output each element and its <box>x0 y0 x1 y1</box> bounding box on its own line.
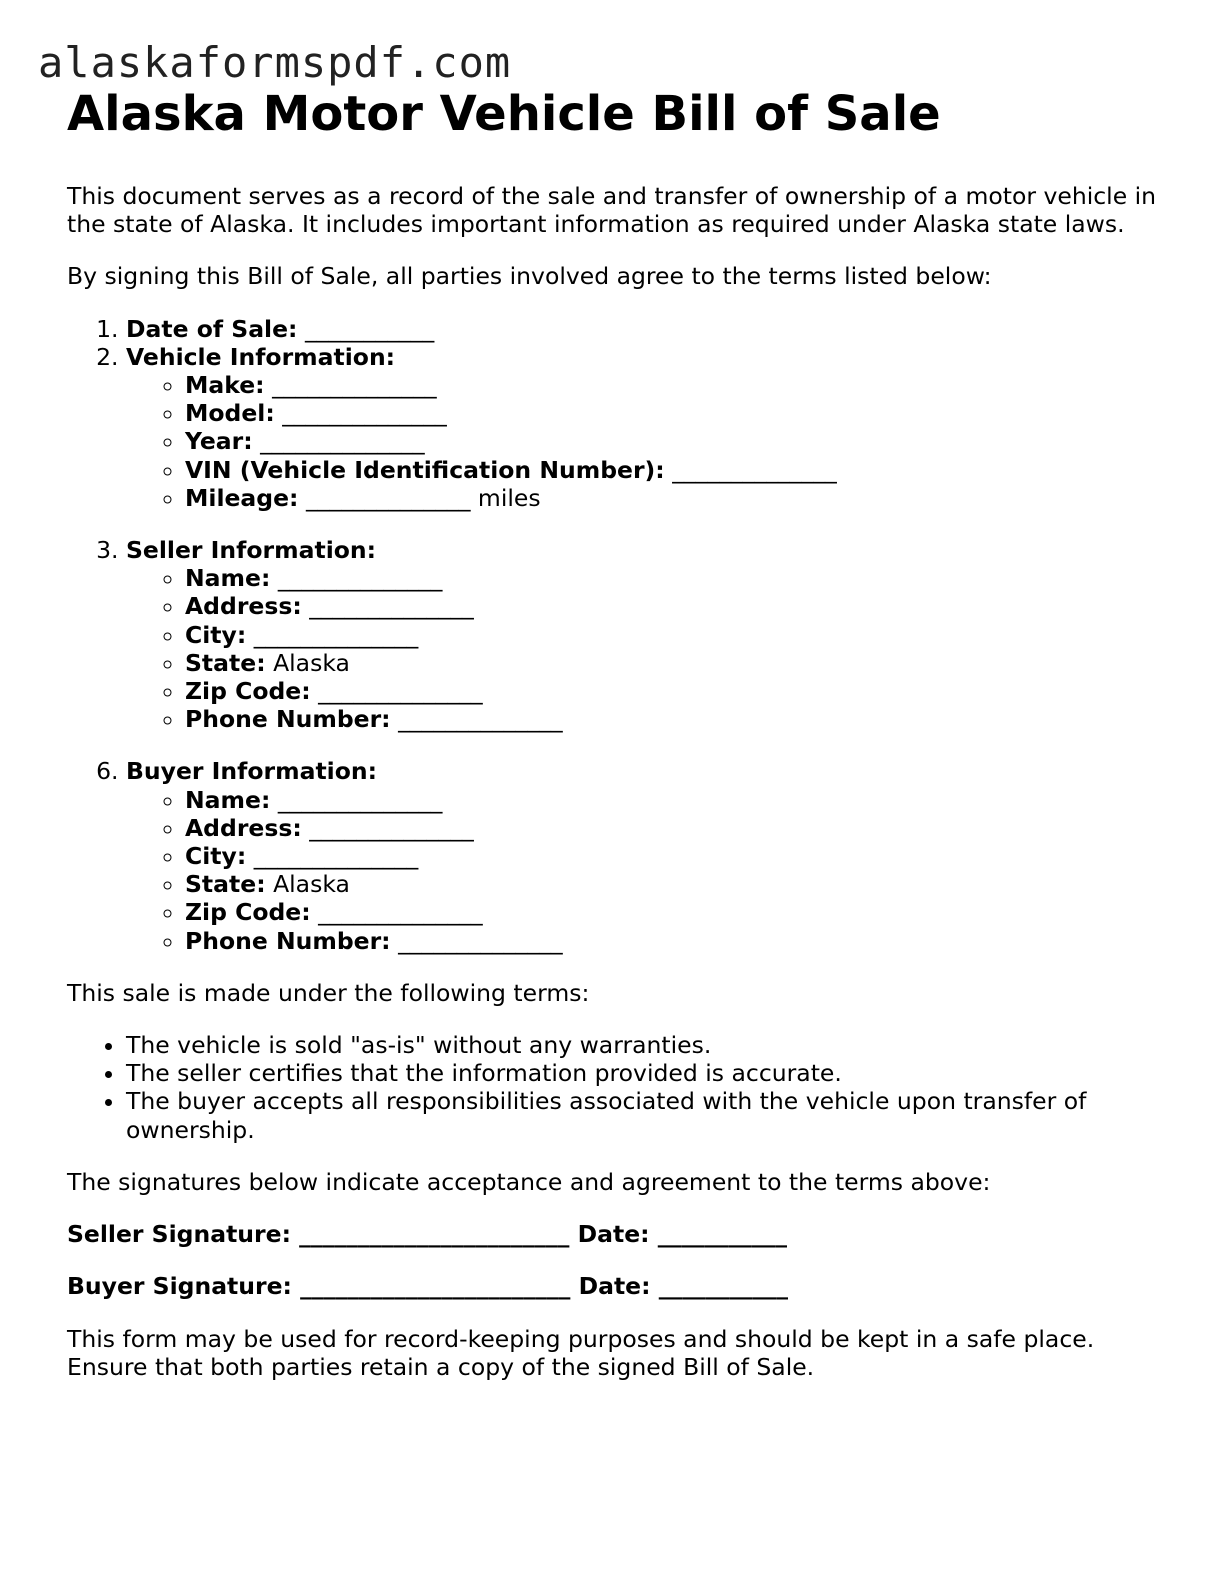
make-label: Make: <box>185 371 265 400</box>
agree-paragraph: By signing this Bill of Sale, all parties involved agree to the terms listed below: <box>67 262 992 291</box>
signatures-intro: The signatures below indicate acceptance and agreement to the terms above: <box>67 1167 991 1196</box>
list-item <box>185 842 1167 870</box>
model-blank[interactable]: ______________ <box>282 399 447 428</box>
sale-terms-list <box>67 1031 1167 1144</box>
date-of-sale-item <box>126 315 1167 343</box>
buyer-info-label: Buyer Information: <box>126 757 378 786</box>
seller-date-blank[interactable]: ___________ <box>657 1220 787 1249</box>
mileage-blank[interactable]: ______________ <box>305 483 471 512</box>
list-item <box>185 371 1167 399</box>
seller-phone-blank[interactable]: ______________ <box>398 705 563 734</box>
mileage-label: Mileage: <box>185 483 299 512</box>
vehicle-info-label: Vehicle Information: <box>126 342 396 371</box>
list-item <box>185 927 1167 955</box>
seller-city-label: City: <box>185 620 247 649</box>
seller-zip-label: Zip Code: <box>185 677 311 706</box>
buyer-phone-blank[interactable]: ______________ <box>398 926 563 955</box>
buyer-zip-blank[interactable]: ______________ <box>318 898 483 927</box>
buyer-address-blank[interactable]: ______________ <box>309 813 474 842</box>
model-label: Model: <box>185 399 275 428</box>
list-item <box>185 705 1167 733</box>
list-item <box>185 649 1167 677</box>
list-item <box>185 898 1167 926</box>
seller-zip-blank[interactable]: ______________ <box>318 677 483 706</box>
buyer-signature-label: Buyer Signature: <box>67 1272 292 1301</box>
list-item <box>185 786 1167 814</box>
buyer-name-label: Name: <box>185 785 271 814</box>
buyer-date-blank[interactable]: ___________ <box>658 1272 788 1301</box>
seller-signature-label: Seller Signature: <box>67 1220 291 1249</box>
seller-info-label: Seller Information: <box>126 536 377 565</box>
seller-address-label: Address: <box>185 592 302 621</box>
seller-state-value: Alaska <box>273 648 350 677</box>
list-item <box>185 677 1167 705</box>
list-item <box>185 870 1167 898</box>
vin-blank[interactable]: ______________ <box>672 455 837 484</box>
seller-city-blank[interactable]: ______________ <box>253 620 419 649</box>
year-label: Year: <box>185 427 253 456</box>
seller-state-label: State: <box>185 648 266 677</box>
terms-intro: This sale is made under the following terms: <box>67 978 590 1007</box>
list-item: • The vehicle is sold "as-is" without any warranties. <box>126 1031 1167 1059</box>
list-item <box>185 564 1167 592</box>
buyer-city-label: City: <box>185 842 247 871</box>
buyer-name-blank[interactable]: ______________ <box>277 785 443 814</box>
intro-paragraph: This document serves as a record of the sale and transfer of ownership of a motor vehicle in the state of Alaska. It includes important information as required under Alaska state laws. <box>67 182 1157 239</box>
list-item <box>185 399 1167 427</box>
vehicle-info-item <box>126 343 1167 512</box>
seller-name-label: Name: <box>185 564 271 593</box>
mileage-unit: miles <box>477 483 541 512</box>
seller-signature-blank[interactable]: _______________________ <box>299 1220 570 1249</box>
vin-label: VIN (Vehicle Identification Number): <box>185 455 665 484</box>
seller-name-blank[interactable]: ______________ <box>277 564 443 593</box>
buyer-info-item <box>126 757 1167 954</box>
buyer-state-label: State: <box>185 870 266 899</box>
page-title: Alaska Motor Vehicle Bill of Sale <box>67 86 941 142</box>
seller-info-item <box>126 536 1167 733</box>
buyer-city-blank[interactable]: ______________ <box>253 842 419 871</box>
list-item: • The seller certifies that the information provided is accurate. <box>126 1059 1167 1087</box>
date-of-sale-blank[interactable]: ___________ <box>304 314 435 343</box>
document-body <box>67 84 1167 1405</box>
seller-date-label: Date: <box>577 1220 650 1249</box>
list-item <box>185 814 1167 842</box>
buyer-info-list <box>126 786 1167 955</box>
list-item <box>185 484 1167 512</box>
buyer-signature-line <box>67 1272 1167 1300</box>
seller-info-list <box>126 564 1167 733</box>
seller-address-blank[interactable]: ______________ <box>309 592 474 621</box>
buyer-date-label: Date: <box>578 1272 651 1301</box>
list-item <box>185 427 1167 455</box>
seller-phone-label: Phone Number: <box>185 705 391 734</box>
list-item <box>185 456 1167 484</box>
terms-list <box>67 315 1167 955</box>
footer-paragraph: This form may be used for record-keeping purposes and should be kept in a safe place. Ensure that both parties retain a copy of the signed Bill of Sale. <box>67 1324 1095 1381</box>
list-item <box>185 592 1167 620</box>
seller-signature-line <box>67 1220 1167 1248</box>
list-item <box>185 621 1167 649</box>
watermark: alaskaformspdf.com <box>38 38 512 87</box>
year-blank[interactable]: ______________ <box>260 427 425 456</box>
buyer-signature-blank[interactable]: _______________________ <box>300 1272 571 1301</box>
buyer-zip-label: Zip Code: <box>185 898 311 927</box>
buyer-address-label: Address: <box>185 813 302 842</box>
list-item: • The buyer accepts all responsibilities associated with the vehicle upon transfer of ownership. <box>126 1087 1167 1143</box>
date-of-sale-label: Date of Sale: <box>126 314 298 343</box>
buyer-phone-label: Phone Number: <box>185 926 391 955</box>
make-blank[interactable]: ______________ <box>272 371 437 400</box>
vehicle-info-list <box>126 371 1167 512</box>
buyer-state-value: Alaska <box>273 870 350 899</box>
